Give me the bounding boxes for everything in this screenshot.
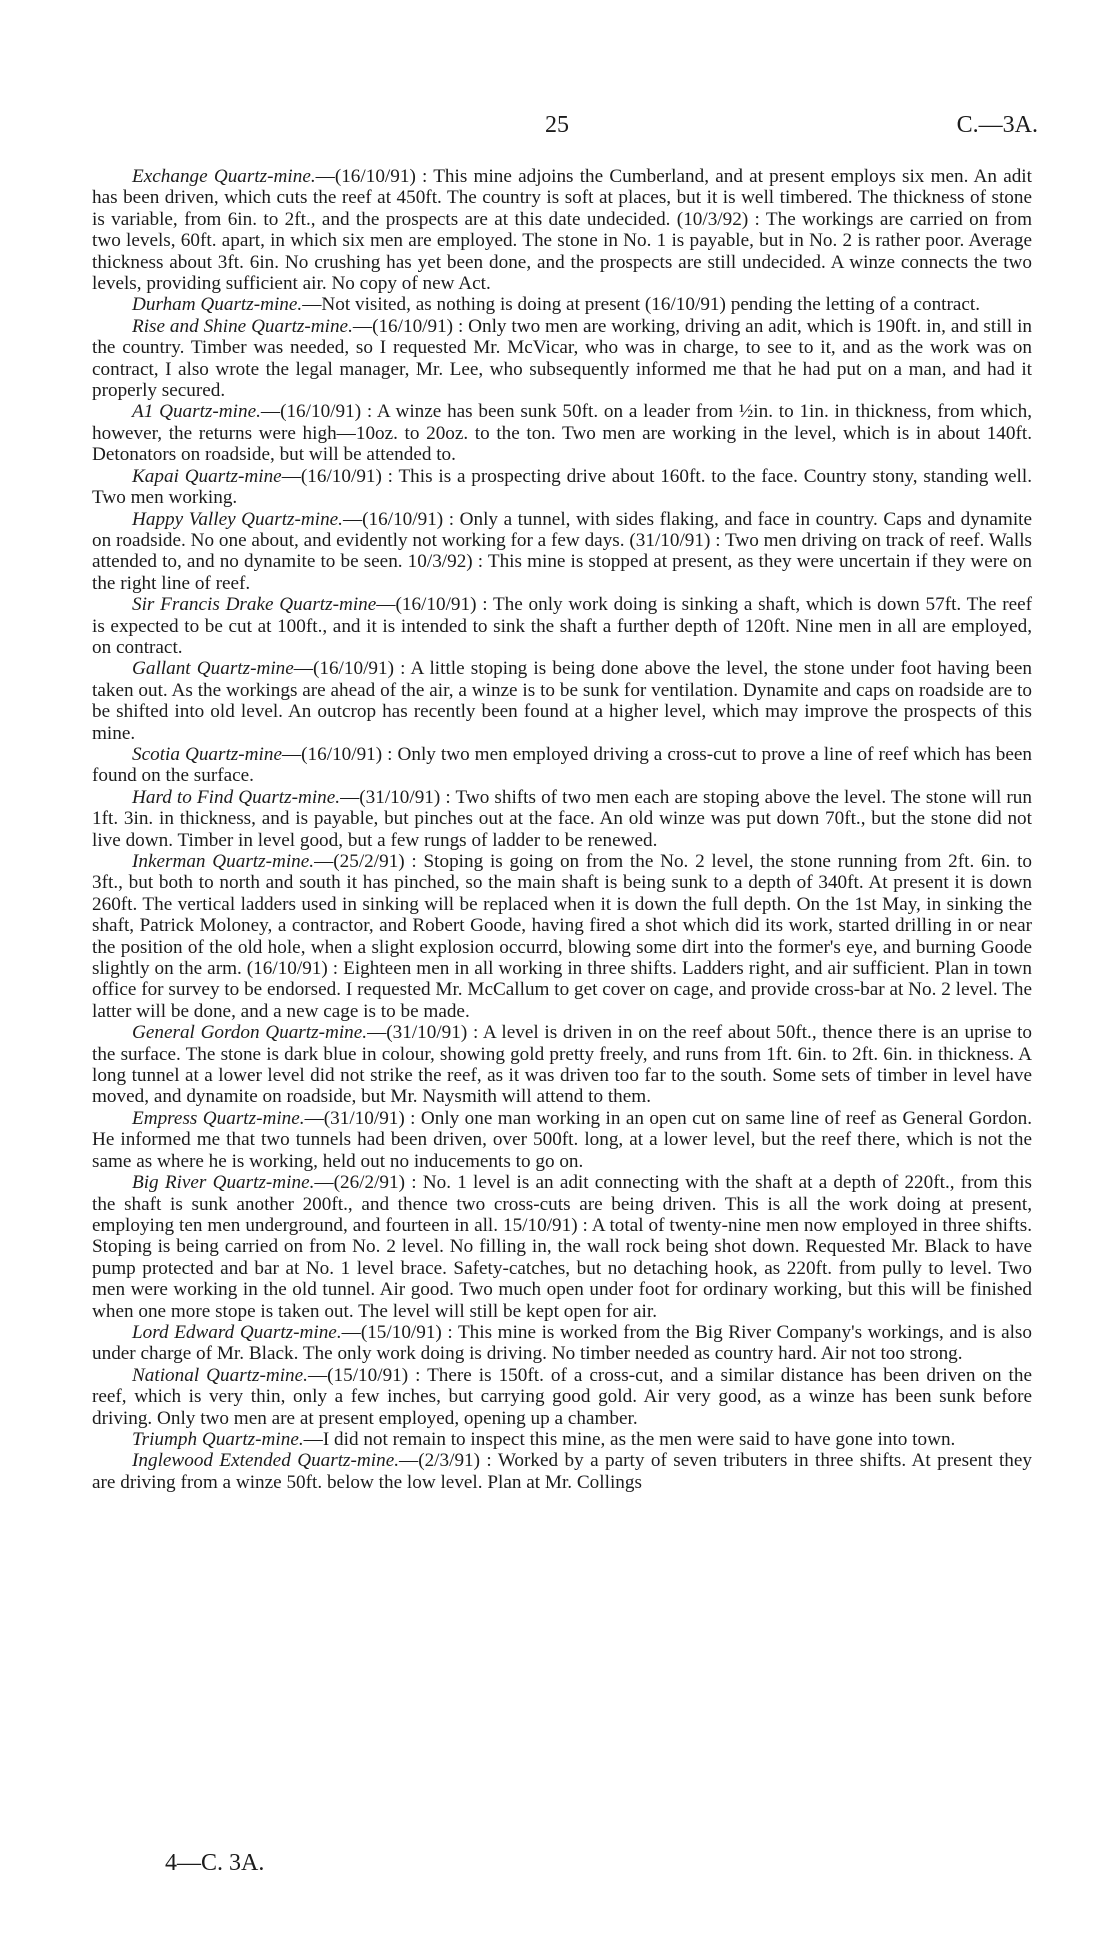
- mine-name: Inglewood Extended Quartz-mine.: [132, 1450, 400, 1472]
- mine-name: Rise and Shine Quartz-mine.: [132, 315, 353, 337]
- paragraph-text: —(2/3/91) : Worked by a party of seven tributers in three shifts. At present they are driving from a winze 50ft. below the low level. Plan at Mr. Collings: [92, 1450, 1032, 1493]
- mine-name: Sir Francis Drake Quartz-mine: [132, 594, 377, 616]
- paragraph-text: —(16/10/91) : A little stoping is being done above the level, the stone under foot having been taken out. As the workings are ahead of the air, a winze is to be sunk for ventilation. Dynamite and caps on roadside are to be shifted into old level. An outcrop has recently been found at a higher level, which may improve the prospects of this mine.: [92, 658, 1032, 744]
- paragraph: [92, 594, 1032, 658]
- paragraph-text: —Not visited, as nothing is doing at present (16/10/91) pending the letting of a contract.: [302, 294, 981, 316]
- mine-name: Lord Edward Quartz-mine.: [132, 1321, 342, 1343]
- paragraph: [92, 316, 1032, 402]
- paragraph: [92, 401, 1032, 465]
- paragraph-text: —(16/10/91) : The only work doing is sinking a shaft, which is down 57ft. The reef is expected to be cut at 100ft., and it is intended to sink the shaft a further depth of 120ft. Nine men in all are employed, on contract.: [92, 594, 1033, 658]
- mine-name: Durham Quartz-mine.: [132, 294, 303, 316]
- paragraph: [92, 851, 1032, 1022]
- paragraph-text: —(16/10/91) : Only a tunnel, with sides flaking, and face in country. Caps and dynamite on roadside. No one about, and evidently not working for a few days. (31/10/91) : Two men driving on track of reef. Walls attended to, and no dynamite to be seen. 10/3/92) : This mine is stopped at present, as they were uncertain if they were on the right line of reef.: [92, 508, 1033, 594]
- paragraph-text: —(31/10/91) : Only one man working in an open cut on same line of reef as General Gordon. He informed me that two tunnels had been driven, over 500ft. long, at a lower level, but the reef there, which is not the same as where he is working, held out no inducements to go on.: [92, 1107, 1032, 1172]
- mine-name: Hard to Find Quartz-mine.: [132, 786, 341, 808]
- paragraph: [92, 509, 1032, 595]
- paragraph-text: —(15/10/91) : There is 150ft. of a cross-cut, and a similar distance has been driven on the reef, which is very thin, only a few inches, but carrying good gold. Air very good, as a winze has been sunk before driving. Only two men are at present employed, opening up a chamber.: [92, 1364, 1033, 1429]
- paragraph: [92, 1108, 1032, 1172]
- paragraph: [92, 1429, 1032, 1450]
- paragraph-text: —(15/10/91) : This mine is worked from the Big River Company's workings, and is also under charge of Mr. Black. The only work doing is driving. No timber needed as country hard. Air not too strong.: [92, 1321, 1032, 1365]
- mine-name: Empress Quartz-mine.: [132, 1107, 305, 1129]
- paragraph: [92, 1450, 1032, 1493]
- mine-name: Big River Quartz-mine.: [132, 1172, 315, 1194]
- paragraph-text: —(26/2/91) : No. 1 level is an adit connecting with the shaft at a depth of 220ft., from this the shaft is sunk another 200ft., and thence two cross-cuts are being driven. This is all the work doing at present, employing ten men underground, and fourteen in all. 15/10/91) : A total of twenty-nine men now employed in three shifts. Stoping is being carried on from No. 2 level. No filling in, the wall rock being shot down. Requested Mr. Black to have pump protected and bar at No. 1 level brace. Safety-catches, but no detaching hook, as 220ft. from pully to level. Two men were working in the old tunnel. Air good. Two much open under foot for ordinary working, but this will be finished when one more stope is taken out. The level will still be kept open for air.: [92, 1172, 1032, 1322]
- paragraph-text: —(16/10/91) : This is a prospecting drive about 160ft. to the face. Country stony, standing well. Two men working.: [92, 465, 1033, 509]
- mine-name: General Gordon Quartz-mine.: [132, 1022, 368, 1044]
- paragraph-text: —I did not remain to inspect this mine, as the men were said to have gone into town.: [303, 1428, 956, 1450]
- mine-name: Inkerman Quartz-mine.: [132, 851, 315, 872]
- paragraph-text: —(25/2/91) : Stoping is going on from the No. 2 level, the stone running from 2ft. 6in. to 3ft., but both to north and south it has pinched, so the main shaft is being sunk to a depth of 340ft. At present it is down 260ft. The vertical ladders used in sinking will be replaced when it is down the full depth. On the 1st May, in sinking the shaft, Patrick Moloney, a contractor, and Robert Goode, having fired a shot which did its work, started drilling in or near the position of the old hole, when a slight explosion occurrd, blowing some dirt into the former's eye, and burning Goode slightly on the arm. (16/10/91) : Eighteen men in all working in three shifts. Ladders right, and air sufficient. Plan in town office for survey to be endorsed. I requested Mr. McCallum to get cover on cage, and provide cross-bar at No. 2 level. The latter will be done, and a new cage is to be made.: [92, 851, 1032, 1022]
- mine-name: Scotia Quartz-mine: [132, 743, 282, 765]
- mine-name: National Quartz-mine.: [132, 1364, 308, 1386]
- paragraph-text: —(16/10/91) : Only two men employed driving a cross-cut to prove a line of reef which has been found on the surface.: [92, 743, 1032, 787]
- paragraph: [92, 166, 1032, 294]
- paragraph: [92, 1365, 1032, 1429]
- paragraph: [92, 1172, 1032, 1322]
- paragraph: [92, 658, 1032, 744]
- paragraph-text: —(31/10/91) : Two shifts of two men each are stoping above the level. The stone will run 1ft. 3in. in thickness, and is payable, but pinches out at the face. An old winze was put down 70ft., but the stone did not live down. Timber in level good, but a few rungs of ladder to be renewed.: [92, 786, 1032, 851]
- paragraph: [92, 1322, 1032, 1365]
- paragraph-text: —(31/10/91) : A level is driven in on the reef about 50ft., thence there is an uprise to the surface. The stone is dark blue in colour, showing gold pretty freely, and runs from 1ft. 6in. to 2ft. 6in. in thickness. A long tunnel at a lower level did not strike the reef, as it was driven too far to the south. Some sets of timber in level have moved, and dynamite on roadside, but Mr. Naysmith will attend to them.: [92, 1022, 1032, 1108]
- mine-name: Gallant Quartz-mine: [132, 658, 294, 680]
- paragraph: [92, 787, 1032, 851]
- paragraph: [92, 1022, 1032, 1108]
- document-code: C.—3A.: [956, 112, 1038, 138]
- paragraph-text: —(16/10/91) : Only two men are working, driving an adit, which is 190ft. in, and still in the country. Timber was needed, so I requested Mr. McVicar, who was in charge, to see to it, and as the work was on contract, I also wrote the legal manager, Mr. Lee, who subsequently informed me that he had put on a man, and had it properly secured.: [92, 315, 1032, 402]
- paragraph-text: —(16/10/91) : This mine adjoins the Cumberland, and at present employs six men. An adit has been driven, which cuts the reef at 450ft. The country is soft at places, but it is well timbered. The thickness of stone is variable, from 6in. to 2ft., and the prospects are at this date undecided. (10/3/92) : The workings are carried on from two levels, 60ft. apart, in which six men are employed. The stone in No. 1 is payable, but in No. 2 is rather poor. Average thickness about 3ft. 6in. No crushing has yet been done, and the prospects are still undecided. A winze connects the two levels, providing sufficient air. No copy of new Act.: [92, 166, 1032, 295]
- paragraph: [92, 744, 1032, 787]
- page-number: 25: [545, 112, 569, 138]
- body-text: [92, 166, 1032, 1493]
- paragraph: [92, 466, 1032, 509]
- paragraph-text: —(16/10/91) : A winze has been sunk 50ft. on a leader from ½in. to 1in. in thickness, from which, however, the returns were high—10oz. to 20oz. to the ton. Two men are working in the level, which is in about 140ft. Detonators on roadside, but will be attended to.: [92, 401, 1032, 466]
- mine-name: A1 Quartz-mine.: [132, 401, 261, 423]
- mine-name: Triumph Quartz-mine.: [132, 1428, 304, 1450]
- paragraph: [92, 294, 1032, 315]
- signature-mark: 4—C. 3A.: [165, 1850, 265, 1876]
- mine-name: Kapai Quartz-mine: [132, 465, 282, 487]
- mine-name: Happy Valley Quartz-mine.: [132, 508, 343, 530]
- mine-name: Exchange Quartz-mine.: [132, 166, 316, 187]
